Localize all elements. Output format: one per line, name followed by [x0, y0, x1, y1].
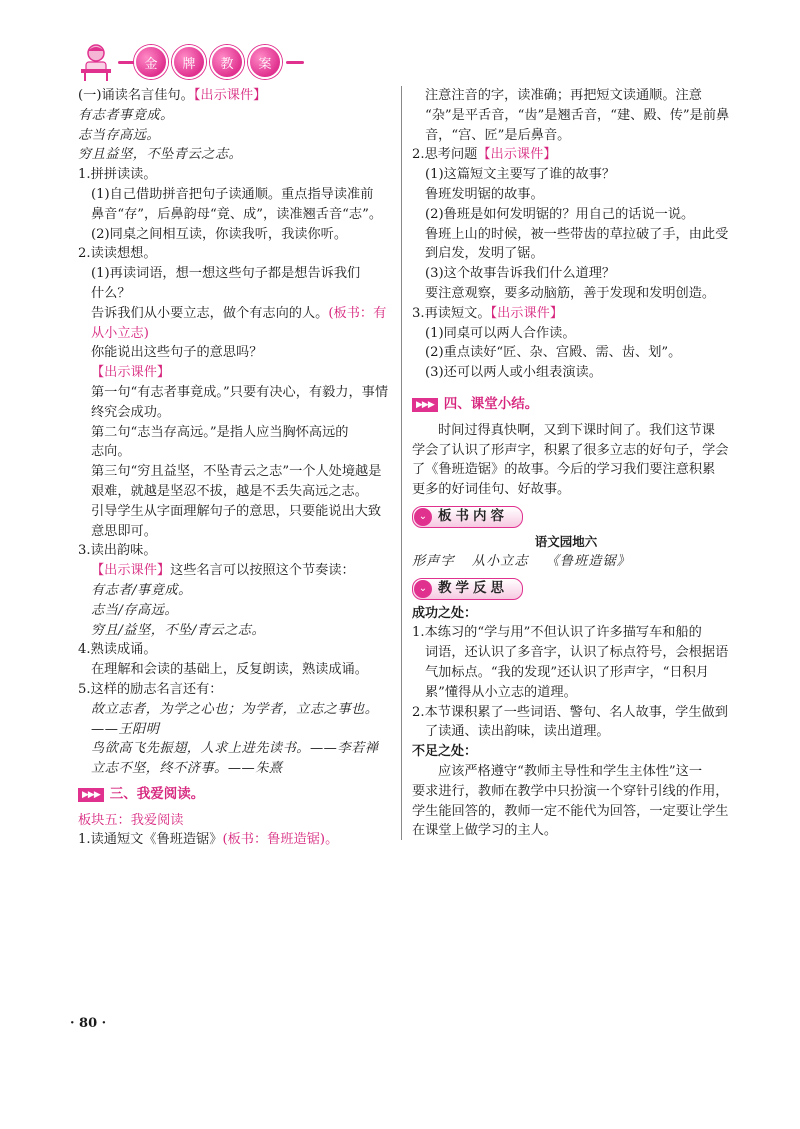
line-text: 气加标点。“我的发现”还认识了形声字，“日积月 [425, 664, 709, 680]
text-line [78, 165, 393, 185]
text-line [412, 703, 728, 723]
page-number: · 80 · [70, 1016, 107, 1031]
text-line [412, 363, 720, 383]
line-text: 这些名言可以按照这个节奏读： [170, 563, 355, 579]
line-text: 鲁班发明锯的故事。 [425, 186, 544, 202]
line-text: 有志者/事竟成。 [91, 582, 192, 598]
line-text: (1)再读词语，想一想这些句子都是想告诉我们 [91, 266, 361, 282]
line-text: (1)同桌可以两人合作读。 [425, 325, 576, 341]
lack-label: 不足之处： [412, 744, 478, 760]
text-line [78, 720, 393, 740]
line-text: 鲁班上山的时候，被一些带齿的草拉破了手，由此受 [425, 226, 729, 242]
line-text: 有志者事竟成。 [78, 107, 174, 123]
line-text: 1.读通短文《鲁班造锯》 [78, 832, 223, 848]
text-line [78, 244, 393, 264]
text-line [78, 324, 393, 344]
text-line [78, 225, 393, 245]
line-text: 故立志者，为学之心也；为学者，立志之事也。 [91, 701, 379, 717]
text-line [78, 660, 393, 680]
courseware-note: (板书：有 [328, 305, 387, 321]
courseware-note: 【出示课件】 [91, 563, 171, 579]
line-text: 2.本节课积累了一些词语、警句、名人故事，学生做到 [412, 704, 728, 720]
text-line [412, 86, 720, 106]
text-line [78, 621, 393, 641]
line-text: 第一句“有志者事竟成。”只要有决心，有毅力，事情 [91, 384, 389, 400]
teacher-mascot-icon [78, 42, 114, 82]
text-line [78, 759, 393, 779]
right-column [412, 86, 730, 841]
board-note: (板书：鲁班造锯)。 [222, 832, 339, 848]
column-divider [401, 86, 402, 840]
text-line [78, 343, 393, 363]
text-line [412, 185, 720, 205]
line-text: 第二句“志当存高远。”是指人应当胸怀高远的 [91, 424, 349, 440]
text-line [412, 225, 729, 245]
section-title: 四、课堂小结。 [443, 395, 539, 412]
text-line [412, 106, 730, 126]
text-line [78, 700, 393, 720]
text-line [412, 663, 720, 683]
arrows-icon: ▶▶▶ [412, 398, 438, 412]
board-title: 语文园地六 [534, 533, 598, 549]
text-line [78, 640, 393, 660]
line-text: 志向。 [91, 444, 131, 460]
line-text: 意思即可。 [91, 523, 157, 539]
lack-line: 要求进行，教师在教学中只扮演一个穿针引线的作用， [412, 783, 729, 799]
text-line [412, 324, 720, 344]
line-text: 5.这样的励志名言还有： [78, 681, 223, 697]
line-text: 要注意观察，要多动脑筋，善于发现和发明创造。 [425, 285, 716, 301]
line-text: 3.读出韵味。 [78, 543, 157, 559]
title-badge: 金 [134, 45, 168, 79]
courseware-note: 从小立志) [91, 325, 149, 341]
text-line [412, 145, 720, 165]
line-text: 累”懂得从小立志的道理。 [425, 684, 577, 700]
line-text: 在理解和会读的基础上，反复朗读，熟读成诵。 [91, 662, 368, 678]
reflection-tag [412, 578, 523, 600]
line-text: 1.拼拼读读。 [78, 167, 157, 183]
text-line [78, 830, 393, 850]
text-line [78, 522, 393, 542]
right-lines [412, 86, 730, 383]
line-text: 词语，还认识了多音字，认识了标点符号，会根据语 [425, 645, 729, 661]
text-line [78, 601, 393, 621]
text-line [78, 264, 393, 284]
summary-line: 时间过得真快啊，又到下课时间了。我们这节课 [438, 422, 715, 438]
line-text: ——王阳明 [91, 721, 160, 737]
line-text: (一)诵读名言佳句。 [78, 88, 194, 103]
line-text: 志当存高远。 [78, 127, 161, 143]
courseware-note: 【出示课件】 [193, 88, 267, 103]
text-line [78, 383, 393, 403]
line-text: 志当/存高远。 [91, 602, 179, 618]
text-line [78, 541, 393, 561]
chevron-down-icon: ⌄ [414, 508, 432, 526]
line-text: 2.读读想想。 [78, 246, 157, 262]
board-item: 从小立志 [471, 553, 529, 569]
line-text: 1.本练习的“学与用”不但认识了许多描写车和船的 [412, 625, 702, 641]
summary-line: 更多的好词佳句、好故事。 [412, 482, 571, 498]
arrows-icon: ▶▶▶ [78, 788, 104, 802]
line-text: (2)同桌之间相互读，你读我听，我读你听。 [91, 226, 348, 242]
text-line [412, 205, 720, 225]
board-item: 形声字 [412, 553, 455, 569]
line-text: 第三句“穷且益坚，不坠青云之志”一个人处境越是 [91, 464, 382, 480]
line-text: 艰难，就越是坚忍不拔，越是不丢失高远之志。 [91, 483, 368, 499]
text-line [412, 683, 720, 703]
text-line [412, 126, 720, 146]
board-items [412, 552, 720, 572]
lack-line: 学生能回答的，教师一定不能代为回答，一定要让学生 [412, 803, 729, 819]
summary-line: 了《鲁班造锯》的故事。今后的学习我们要注意积累 [412, 462, 716, 478]
line-text: 注意注音的字，读准确；再把短文读通顺。注意 [425, 88, 702, 103]
line-text: 引导学生从字面理解句子的意思，只要能说出大致 [91, 503, 382, 519]
title-badge: 牌 [172, 45, 206, 79]
line-text: 终究会成功。 [91, 404, 171, 420]
line-text: (2)鲁班是如何发明锯的？用自己的话说一说。 [425, 206, 695, 222]
tag-label: 教学反思 [438, 579, 508, 596]
text-line [78, 581, 393, 601]
text-line [78, 363, 393, 383]
title-badges [114, 42, 304, 82]
badge-wing-right [286, 61, 304, 64]
text-line [412, 722, 720, 742]
line-text: 穷且/益坚，不坠/青云之志。 [91, 622, 266, 638]
summary-paragraph [412, 421, 729, 500]
text-line [78, 442, 393, 462]
text-line [412, 284, 720, 304]
text-line [78, 502, 393, 522]
line-text: 你能说出这些句子的意思吗？ [91, 345, 263, 361]
text-line [78, 739, 393, 759]
text-line [78, 482, 393, 502]
line-text: 鼻音“存”，后鼻韵母“竟、成”，读准翘舌音“志”。 [91, 206, 383, 222]
success-label: 成功之处： [412, 605, 478, 621]
line-text: 到启发，发明了锯。 [425, 246, 544, 262]
tag-label: 板书内容 [438, 508, 508, 525]
success-list [412, 623, 729, 742]
text-line [78, 304, 393, 324]
text-line [412, 343, 720, 363]
page-header [78, 42, 398, 82]
courseware-note: 【出示课件】 [91, 365, 171, 381]
line-text: 告诉我们从小要立志，做个有志向的人。 [91, 305, 329, 321]
line-text: 音，“宫、匠”是后鼻音。 [425, 127, 571, 143]
text-line [412, 643, 729, 663]
line-text: “杂”是平舌音，“齿”是翘舌音，“建、殿、传”是前鼻 [425, 107, 730, 123]
line-text: 3.再读短文。 [412, 305, 491, 321]
text-line [412, 304, 720, 324]
text-line [78, 284, 393, 304]
left-column [78, 86, 393, 850]
line-text: 鸟欲高飞先振翅，人求上进先读书。——李若禅 [91, 741, 379, 757]
line-text: (3)还可以两人或小组表演读。 [425, 365, 602, 381]
lack-line: 应该严格遵守“教师主导性和学生主体性”这一 [438, 763, 703, 779]
summary-line: 学会了认识了形声字，积累了很多立志的好句子，学会 [412, 442, 729, 458]
text-line [78, 145, 393, 165]
text-line [78, 680, 393, 700]
text-line [412, 165, 720, 185]
lack-line: 在课堂上做学习的主人。 [412, 823, 558, 839]
text-line [78, 185, 393, 205]
left-lines [78, 86, 393, 779]
line-text: (2)重点读好“匠、杂、宫殿、需、齿、划”。 [425, 345, 682, 361]
line-text: 什么？ [91, 285, 131, 301]
line-text: 2.思考问题 [412, 147, 478, 163]
title-badge: 案 [248, 45, 282, 79]
line-text: (1)这篇短文主要写了谁的故事？ [425, 167, 616, 183]
courseware-note: 【出示课件】 [490, 305, 564, 321]
line-text: 穷且益坚，不坠青云之志。 [78, 147, 243, 163]
text-line [78, 561, 393, 581]
section-title: 三、我爱阅读。 [109, 785, 205, 802]
section-heading [412, 395, 720, 415]
text-line [78, 205, 393, 225]
chevron-down-icon: ⌄ [414, 580, 432, 598]
title-badge: 教 [210, 45, 244, 79]
text-line [78, 423, 393, 443]
text-line [412, 264, 720, 284]
line-text: 立志不坚，终不济事。——朱熹 [91, 761, 283, 777]
text-line [78, 86, 393, 106]
board-content-tag [412, 506, 523, 528]
line-text: (3)这个故事告诉我们什么道理？ [425, 266, 616, 282]
courseware-note: 【出示课件】 [477, 147, 557, 163]
text-line [78, 106, 393, 126]
block-title: 板块五：我爱阅读 [78, 812, 184, 828]
text-line [78, 126, 393, 146]
text-line [412, 244, 720, 264]
text-line [412, 623, 720, 643]
board-item: 《鲁班造锯》 [545, 553, 631, 569]
line-text: (1)自己借助拼音把句子读通顺。重点指导读准前 [91, 186, 374, 202]
text-line [78, 403, 393, 423]
line-text: 4.熟读成诵。 [78, 642, 157, 658]
text-line [78, 462, 393, 482]
section-heading [78, 785, 393, 805]
lack-paragraph [412, 762, 729, 841]
line-text: 了读通、读出韵味，读出道理。 [425, 724, 610, 740]
